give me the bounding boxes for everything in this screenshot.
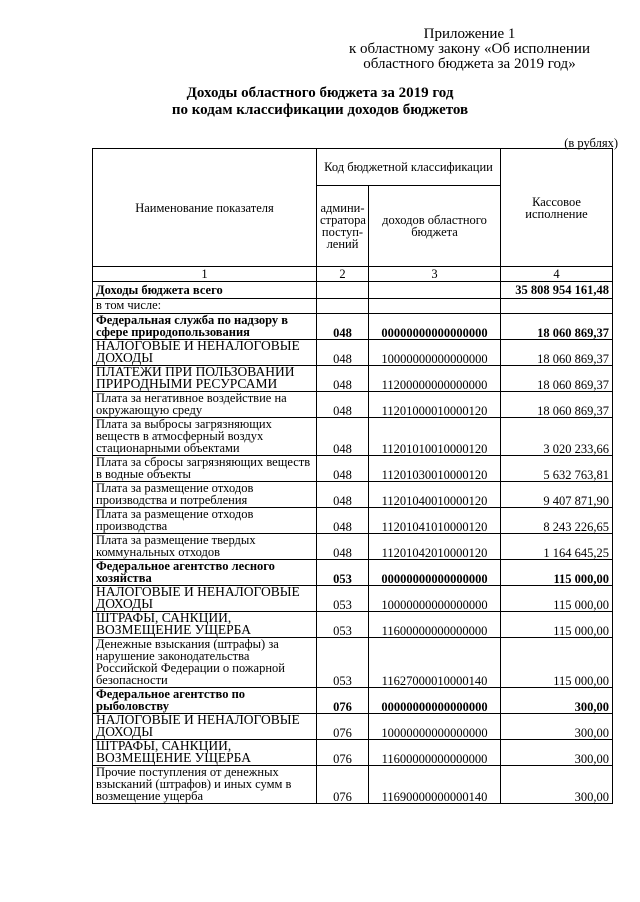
row-name: Доходы бюджета всего [93,282,317,299]
document-title [90,85,550,119]
row-amount: 300,00 [501,740,613,766]
table-row [93,508,613,534]
table-row [93,366,613,392]
table-row [93,638,613,688]
row-amount: 300,00 [501,766,613,804]
table-row [93,392,613,418]
row-amount: 115 000,00 [501,586,613,612]
header-income-code: доходов областного бюджета [369,186,501,267]
row-administrator-code: 053 [317,612,369,638]
row-name: Плата за сбросы загрязняющих веществ в водные объекты [93,456,317,482]
row-name: НАЛОГОВЫЕ И НЕНАЛОГОВЫЕ ДОХОДЫ [93,340,317,366]
table-row [93,340,613,366]
row-amount: 18 060 869,37 [501,392,613,418]
row-amount: 35 808 954 161,48 [501,282,613,299]
row-amount: 1 164 645,25 [501,534,613,560]
row-amount: 18 060 869,37 [501,314,613,340]
appendix-line-3: областного бюджета за 2019 год» [363,56,576,72]
row-income-code: 11627000010000140 [369,638,501,688]
row-amount: 115 000,00 [501,560,613,586]
row-administrator-code: 053 [317,560,369,586]
table-row [93,314,613,340]
table-row [93,612,613,638]
row-income-code: 10000000000000000 [369,340,501,366]
row-income-code: 11600000000000000 [369,740,501,766]
row-name: ШТРАФЫ, САНКЦИИ, ВОЗМЕЩЕНИЕ УЩЕРБА [93,740,317,766]
row-name: Плата за негативное воздействие на окружающую среду [93,392,317,418]
row-name: Плата за размещение отходов производства [93,508,317,534]
row-name: Прочие поступления от денежных взысканий (штрафов) и иных сумм в возмещение ущерба [93,766,317,804]
table-row [93,482,613,508]
revenue-table [92,148,613,804]
row-administrator-code: 076 [317,740,369,766]
table-row [93,282,613,299]
row-administrator-code: 053 [317,638,369,688]
column-number: 3 [369,267,501,282]
row-name: ШТРАФЫ, САНКЦИИ, ВОЗМЕЩЕНИЕ УЩЕРБА [93,612,317,638]
row-amount [501,299,613,314]
header-execution: Кассовое исполнение [501,149,613,267]
row-income-code: 11201042010000120 [369,534,501,560]
row-administrator-code: 048 [317,314,369,340]
row-income-code: 10000000000000000 [369,586,501,612]
table-row [93,560,613,586]
header-code: Код бюджетной классификации [317,149,501,186]
row-name: Денежные взыскания (штрафы) за нарушение законодательства Российской Федерации о пожарной безопасности [93,638,317,688]
appendix-line-2: к областному закону «Об исполнении [348,41,590,57]
row-amount: 300,00 [501,688,613,714]
row-name: Федеральная служба по надзору в сфере природопользования [93,314,317,340]
row-administrator-code: 048 [317,508,369,534]
row-administrator-code [317,299,369,314]
column-number: 4 [501,267,613,282]
row-administrator-code: 048 [317,482,369,508]
row-income-code: 00000000000000000 [369,314,501,340]
row-administrator-code [317,282,369,299]
row-amount: 3 020 233,66 [501,418,613,456]
row-administrator-code: 076 [317,714,369,740]
title-line-1: Доходы областного бюджета за 2019 год [186,85,454,101]
table-row [93,766,613,804]
table-row [93,740,613,766]
row-amount: 115 000,00 [501,638,613,688]
row-name: НАЛОГОВЫЕ И НЕНАЛОГОВЫЕ ДОХОДЫ [93,714,317,740]
table-row [93,418,613,456]
row-administrator-code: 053 [317,586,369,612]
row-name: Плата за выбросы загрязняющих веществ в атмосферный воздух стационарными объектами [93,418,317,456]
row-administrator-code: 048 [317,534,369,560]
title-line-2: по кодам классификации доходов бюджетов [171,102,469,118]
row-administrator-code: 048 [317,366,369,392]
row-name: в том числе: [93,299,317,314]
row-administrator-code: 048 [317,340,369,366]
row-administrator-code: 048 [317,418,369,456]
row-income-code: 00000000000000000 [369,560,501,586]
units-note: (в рублях) [564,136,618,150]
row-administrator-code: 048 [317,456,369,482]
table-row [93,688,613,714]
row-administrator-code: 076 [317,766,369,804]
table-row [93,534,613,560]
header-administrator: админи-стратора поступ-лений [317,186,369,267]
row-name: Федеральное агентство по рыболовству [93,688,317,714]
row-name: Плата за размещение отходов производства и потребления [93,482,317,508]
row-amount: 8 243 226,65 [501,508,613,534]
row-income-code: 11600000000000000 [369,612,501,638]
appendix-line-1: Приложение 1 [423,26,516,42]
header-name: Наименование показателя [93,149,317,267]
row-amount: 115 000,00 [501,612,613,638]
row-income-code: 11201041010000120 [369,508,501,534]
row-income-code: 00000000000000000 [369,688,501,714]
row-amount: 18 060 869,37 [501,340,613,366]
row-amount: 18 060 869,37 [501,366,613,392]
row-income-code: 11201030010000120 [369,456,501,482]
table-body [93,282,613,804]
row-income-code: 11201040010000120 [369,482,501,508]
row-administrator-code: 048 [317,392,369,418]
row-income-code [369,282,501,299]
table-row [93,586,613,612]
row-amount: 300,00 [501,714,613,740]
row-income-code [369,299,501,314]
column-number: 1 [93,267,317,282]
row-amount: 5 632 763,81 [501,456,613,482]
appendix-note [349,27,590,72]
row-name: ПЛАТЕЖИ ПРИ ПОЛЬЗОВАНИИ ПРИРОДНЫМИ РЕСУРСАМИ [93,366,317,392]
row-amount: 9 407 871,90 [501,482,613,508]
row-income-code: 10000000000000000 [369,714,501,740]
column-number: 2 [317,267,369,282]
row-income-code: 11200000000000000 [369,366,501,392]
row-administrator-code: 076 [317,688,369,714]
row-income-code: 11201010010000120 [369,418,501,456]
row-name: Плата за размещение твердых коммунальных отходов [93,534,317,560]
row-income-code: 11201000010000120 [369,392,501,418]
table-row [93,456,613,482]
table-row [93,299,613,314]
row-name: Федеральное агентство лесного хозяйства [93,560,317,586]
row-income-code: 11690000000000140 [369,766,501,804]
table-row [93,714,613,740]
row-name: НАЛОГОВЫЕ И НЕНАЛОГОВЫЕ ДОХОДЫ [93,586,317,612]
